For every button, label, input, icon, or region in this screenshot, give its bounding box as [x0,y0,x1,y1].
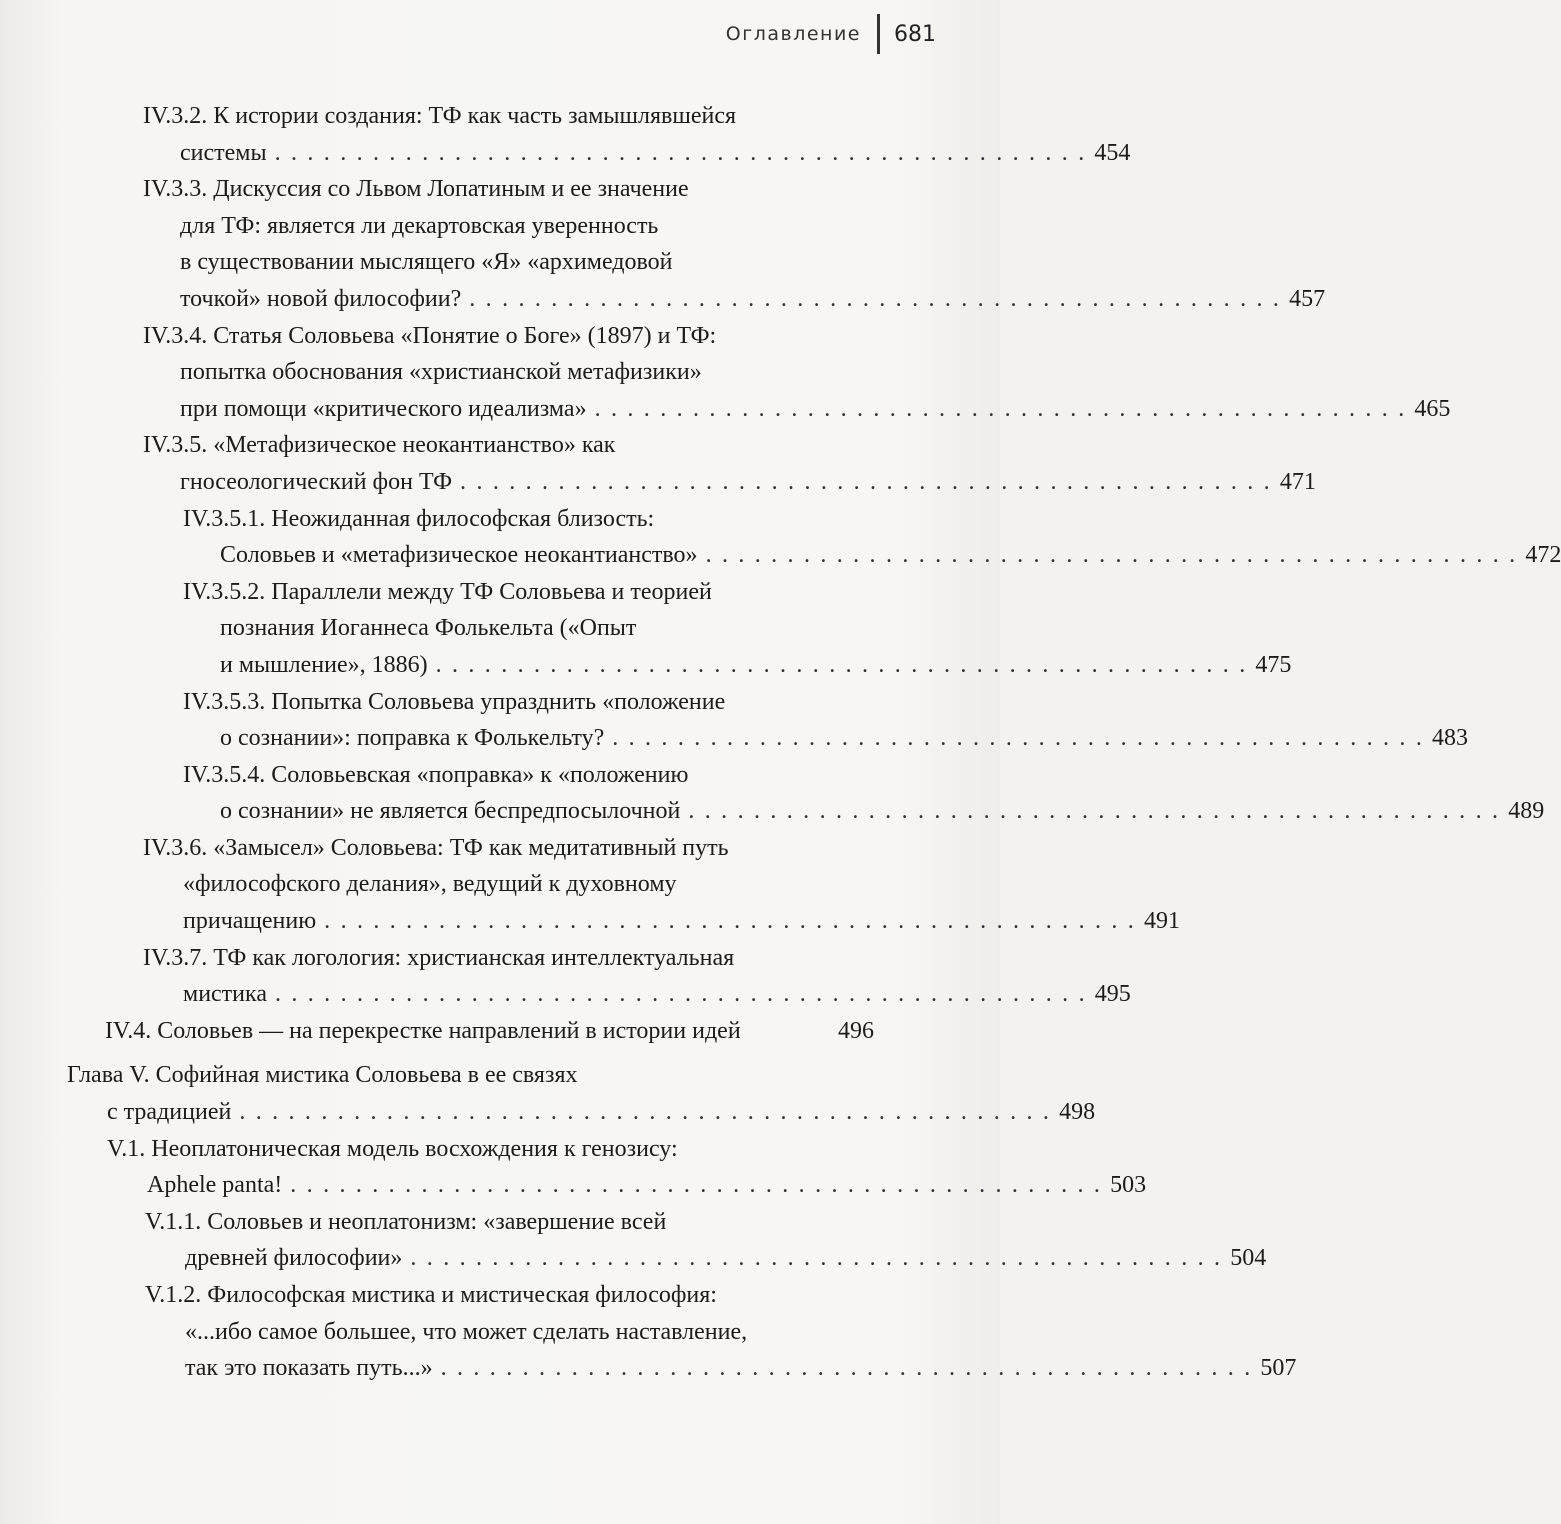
toc-entry [143,427,1316,500]
leader-dots: . . . . . . . . . . . . . . . . . . . . . . . . . . . . . . . . . . . . . . . . . . . . . . . . . . [688,798,1501,825]
toc-entry [105,1013,874,1050]
toc-entry-line: IV.3.5.1. Неожиданная философская близость: [183,505,655,532]
toc-page-number: 491 [1143,908,1180,935]
toc-page-number: 457 [1289,285,1326,312]
toc-page-number: 489 [1508,798,1545,825]
toc-entry-line: Соловьев и «метафизическое неокантианство» [220,542,698,569]
toc-entry-line: о сознании»: поправка к Фолькельту? [220,725,605,752]
toc-entry-line: попытка обоснования «христианской метафизики» [180,359,702,386]
toc-entry-line: причащению [183,908,317,935]
toc-entry-line: системы [180,139,267,166]
running-title: Оглавление [725,23,861,45]
leader-dots: . . . . . . . . . . . . . . . . . . . . . . . . . . . . . . . . . . . . . . . . . . . . . . . . . . [460,468,1272,495]
toc-entry [183,501,1561,574]
leader-dots: . . . . . . . . . . . . . . . . . . . . . . . . . . . . . . . . . . . . . . . . . . . . . . . . . . [324,908,1136,935]
toc-entry [183,574,1292,684]
toc-entry-line: мистика [183,981,267,1008]
toc-entry-line: с традицией [107,1099,232,1126]
toc-entry [183,684,1469,757]
toc-entry-line: IV.3.4. Статья Соловьева «Понятие о Боге» (1897) и ТФ: [143,322,717,349]
leader-dots: . . . . . . . . . . . . . . . . . . . . . . . . . . . . . . . . . . . . . . . . . . . . . . . . . . [469,285,1282,312]
leader-dots: . . . . . . . . . . . . . . . . . . . . . . . . . . . . . . . . . . . . . . . . . . . . . . . . . . [612,725,1425,752]
page-number: 681 [894,21,936,47]
toc-chapter-entry [67,1057,1096,1130]
toc-page-number: 471 [1279,468,1316,495]
toc-entry [183,757,1545,830]
toc-entry-line: гносеологический фон ТФ [180,468,453,495]
leader-dots: . . . . . . . . . . . . . . . . . . . . . . . . . . . . . . . . . . . . . . . . . . . . . . . . . . [274,139,1087,166]
toc-entry-line: для ТФ: является ли декартовская уверенность [180,212,659,239]
toc-page-number: 454 [1094,139,1131,166]
toc-entry-line: IV.3.5.2. Параллели между ТФ Соловьева и теорией [183,578,712,605]
toc-entry-line: при помощи «критического идеализма» [180,395,587,422]
toc-entry [143,318,1451,428]
toc-entry-line: «философского делания», ведущий к духовному [183,871,677,898]
leader-dots: . . . . . . . . . . . . . . . . . . . . . . . . . . . . . . . . . . . . . . . . . . . . . . . . . . [705,542,1518,569]
toc-entry [145,1277,1297,1387]
toc-page-number: 503 [1110,1172,1147,1199]
leader-dots: . . . . . . . . . . . . . . . . . . . . . . . . . . . . . . . . . . . . . . . . . . . . . . . . . . [410,1245,1223,1272]
toc-entry-line: V.1.1. Соловьев и неоплатонизм: «завершение всей [145,1208,667,1235]
toc-page-number: 475 [1255,651,1292,678]
running-header [726,14,936,54]
toc-entry-line: IV.3.5. «Метафизическое неокантианство» как [143,432,616,459]
leader-dots: . . . . . . . . . . . . . . . . . . . . . . . . . . . . . . . . . . . . . . . . . . . . . . . . . . [239,1099,1052,1126]
toc-page-number: 496 [838,1017,874,1044]
toc-entry-line: Aphele panta! [147,1172,283,1199]
leader-dots: . . . . . . . . . . . . . . . . . . . . . . . . . . . . . . . . . . . . . . . . . . . . . . . . . . [594,395,1407,422]
toc-entry [145,1204,1267,1277]
toc-entry-line: IV.3.7. ТФ как логология: христианская интеллектуальная [143,944,735,971]
leader-dots: . . . . . . . . . . . . . . . . . . . . . . . . . . . . . . . . . . . . . . . . . . . . . . . . . . [435,651,1248,678]
toc-entry-line: о сознании» не является беспредпосылочной [220,798,681,825]
toc-entry-line: IV.3.3. Дискуссия со Львом Лопатиным и ее значение [143,176,689,203]
toc-page-number: 498 [1059,1099,1096,1126]
leader-dots: . . . . . . . . . . . . . . . . . . . . . . . . . . . . . . . . . . . . . . . . . . . . . . . . . . [440,1355,1253,1382]
toc-page-number: 472 [1525,542,1561,569]
toc-entry [107,1131,1147,1204]
toc-page-number: 504 [1230,1245,1267,1272]
toc-entry [143,98,1131,171]
toc-entry-line: IV.3.5.3. Попытка Соловьева упразднить «положение [183,688,726,715]
toc-page-number: 507 [1260,1355,1297,1382]
toc-entry-line: IV.4. Соловьев — на перекрестке направлений в истории идей [105,1017,741,1044]
toc-entry-line: древней философии» [185,1245,403,1272]
toc-entry-line: IV.3.6. «Замысел» Соловьева: ТФ как медитативный путь [143,834,729,861]
toc-entry-line: познания Иоганнеса Фолькельта («Опыт [220,615,637,642]
toc-page-number: 483 [1432,725,1469,752]
leader-dots: . . . . . . . . . . . . . . . . . . . . . . . . . . . . . . . . . . . . . . . . . . . . . . . . . . [274,981,1087,1008]
toc-entry-line: и мышление», 1886) [220,651,428,678]
toc-entry-line: V.1.2. Философская мистика и мистическая философия: [145,1282,717,1308]
leader-dots: . . . . . . . . . . . . . . . . . . . . . . . . . . . . . . . . . . . . . . . . . . . . . . . . . . [290,1172,1103,1199]
toc-entry-line: точкой» новой философии? [180,285,462,312]
toc-entry-line: Глава V. Софийная мистика Соловьева в ее связях [67,1062,578,1089]
toc-entry-line: V.1. Неоплатоническая модель восхождения к генозису: [107,1135,678,1162]
toc-entry-line: «...ибо самое большее, что может сделать наставление, [185,1318,748,1345]
toc-entry-line: так это показать путь...» [185,1355,433,1382]
toc-entry [143,171,1326,317]
toc-entry-line: IV.3.5.4. Соловьевская «поправка» к «положению [183,761,689,788]
toc-entry [143,830,1180,940]
toc-entry-line: IV.3.2. К истории создания: ТФ как часть замышлявшейся [143,103,737,129]
toc-entry-line: в существовании мыслящего «Я» «архимедовой [180,249,673,276]
toc-page-number: 465 [1414,395,1451,422]
toc-entry [143,940,1131,1013]
toc-page-number: 495 [1094,981,1131,1008]
table-of-contents [0,98,1561,1387]
